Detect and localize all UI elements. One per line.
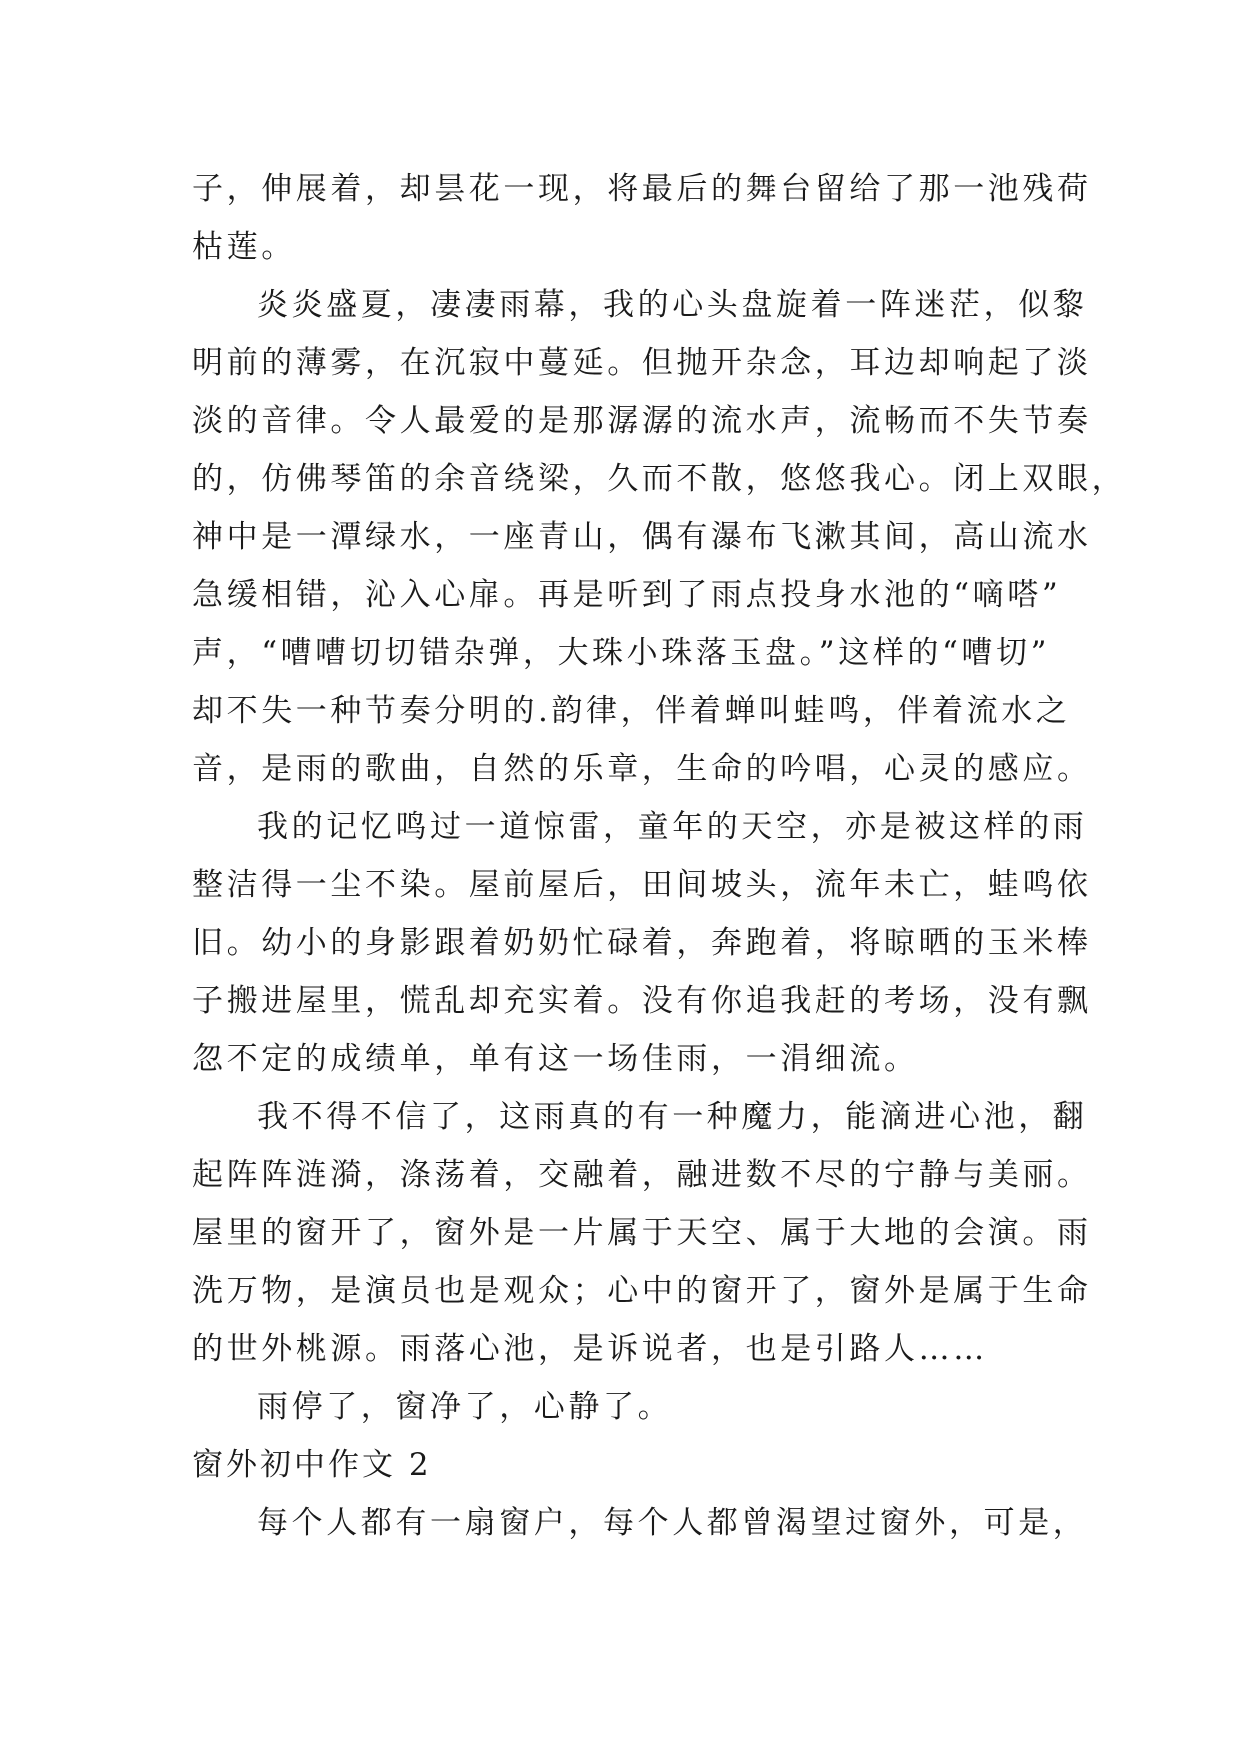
text-line: 音，是雨的歌曲，自然的乐章，生命的吟唱，心灵的感应。: [192, 751, 1092, 787]
text-line: 却不失一种节奏分明的.韵律，伴着蝉叫蛙鸣，伴着流水之: [192, 693, 1071, 729]
text-line: 洗万物，是演员也是观众；心中的窗开了，窗外是属于生命: [192, 1273, 1092, 1309]
text-line: 的世外桃源。雨落心池，是诉说者，也是引路人……: [192, 1331, 988, 1367]
paragraph-start-line: 雨停了，窗净了，心静了。: [257, 1389, 673, 1425]
document-body: [192, 160, 1127, 1552]
text-line: 淡的音律。令人最爱的是那潺潺的流水声，流畅而不失节奏: [192, 403, 1092, 439]
text-line: 整洁得一尘不染。屋前屋后，田间坡头，流年未亡，蛙鸣依: [192, 867, 1092, 903]
text-line: 子搬进屋里，慌乱却充实着。没有你追我赶的考场，没有飘: [192, 983, 1092, 1019]
paragraph-start-line: 炎炎盛夏，凄凄雨幕，我的心头盘旋着一阵迷茫，似黎: [257, 287, 1088, 323]
paragraph-start-line: 我的记忆鸣过一道惊雷，童年的天空，亦是被这样的雨: [257, 809, 1088, 845]
text-line: 的，仿佛琴笛的余音绕梁，久而不散，悠悠我心。闭上双眼，: [192, 461, 1127, 497]
text-line: 神中是一潭绿水，一座青山，偶有瀑布飞漱其间，高山流水: [192, 519, 1092, 555]
paragraph-start-line: 我不得不信了，这雨真的有一种魔力，能滴进心池，翻: [257, 1099, 1088, 1135]
text-line: 枯莲。: [192, 229, 296, 265]
paragraph-start-line: 每个人都有一扇窗户，每个人都曾渴望过窗外，可是，: [257, 1505, 1088, 1541]
section-heading: 窗外初中作文 2: [192, 1447, 432, 1483]
text-line: 旧。幼小的身影跟着奶奶忙碌着，奔跑着，将晾晒的玉米棒: [192, 925, 1092, 961]
text-line: 明前的薄雾，在沉寂中蔓延。但抛开杂念，耳边却响起了淡: [192, 345, 1092, 381]
text-line: 屋里的窗开了，窗外是一片属于天空、属于大地的会演。雨: [192, 1215, 1092, 1251]
text-line: 忽不定的成绩单，单有这一场佳雨，一涓细流。: [192, 1041, 919, 1077]
text-line: 急缓相错，沁入心扉。再是听到了雨点投身水池的“嘀嗒”: [192, 577, 1062, 613]
text-line: 起阵阵涟漪，涤荡着，交融着，融进数不尽的宁静与美丽。: [192, 1157, 1092, 1193]
text-line: 子，伸展着，却昙花一现，将最后的舞台留给了那一池残荷: [192, 171, 1092, 207]
text-line: 声，“嘈嘈切切错杂弹，大珠小珠落玉盘。”这样的“嘈切”: [192, 635, 1051, 671]
